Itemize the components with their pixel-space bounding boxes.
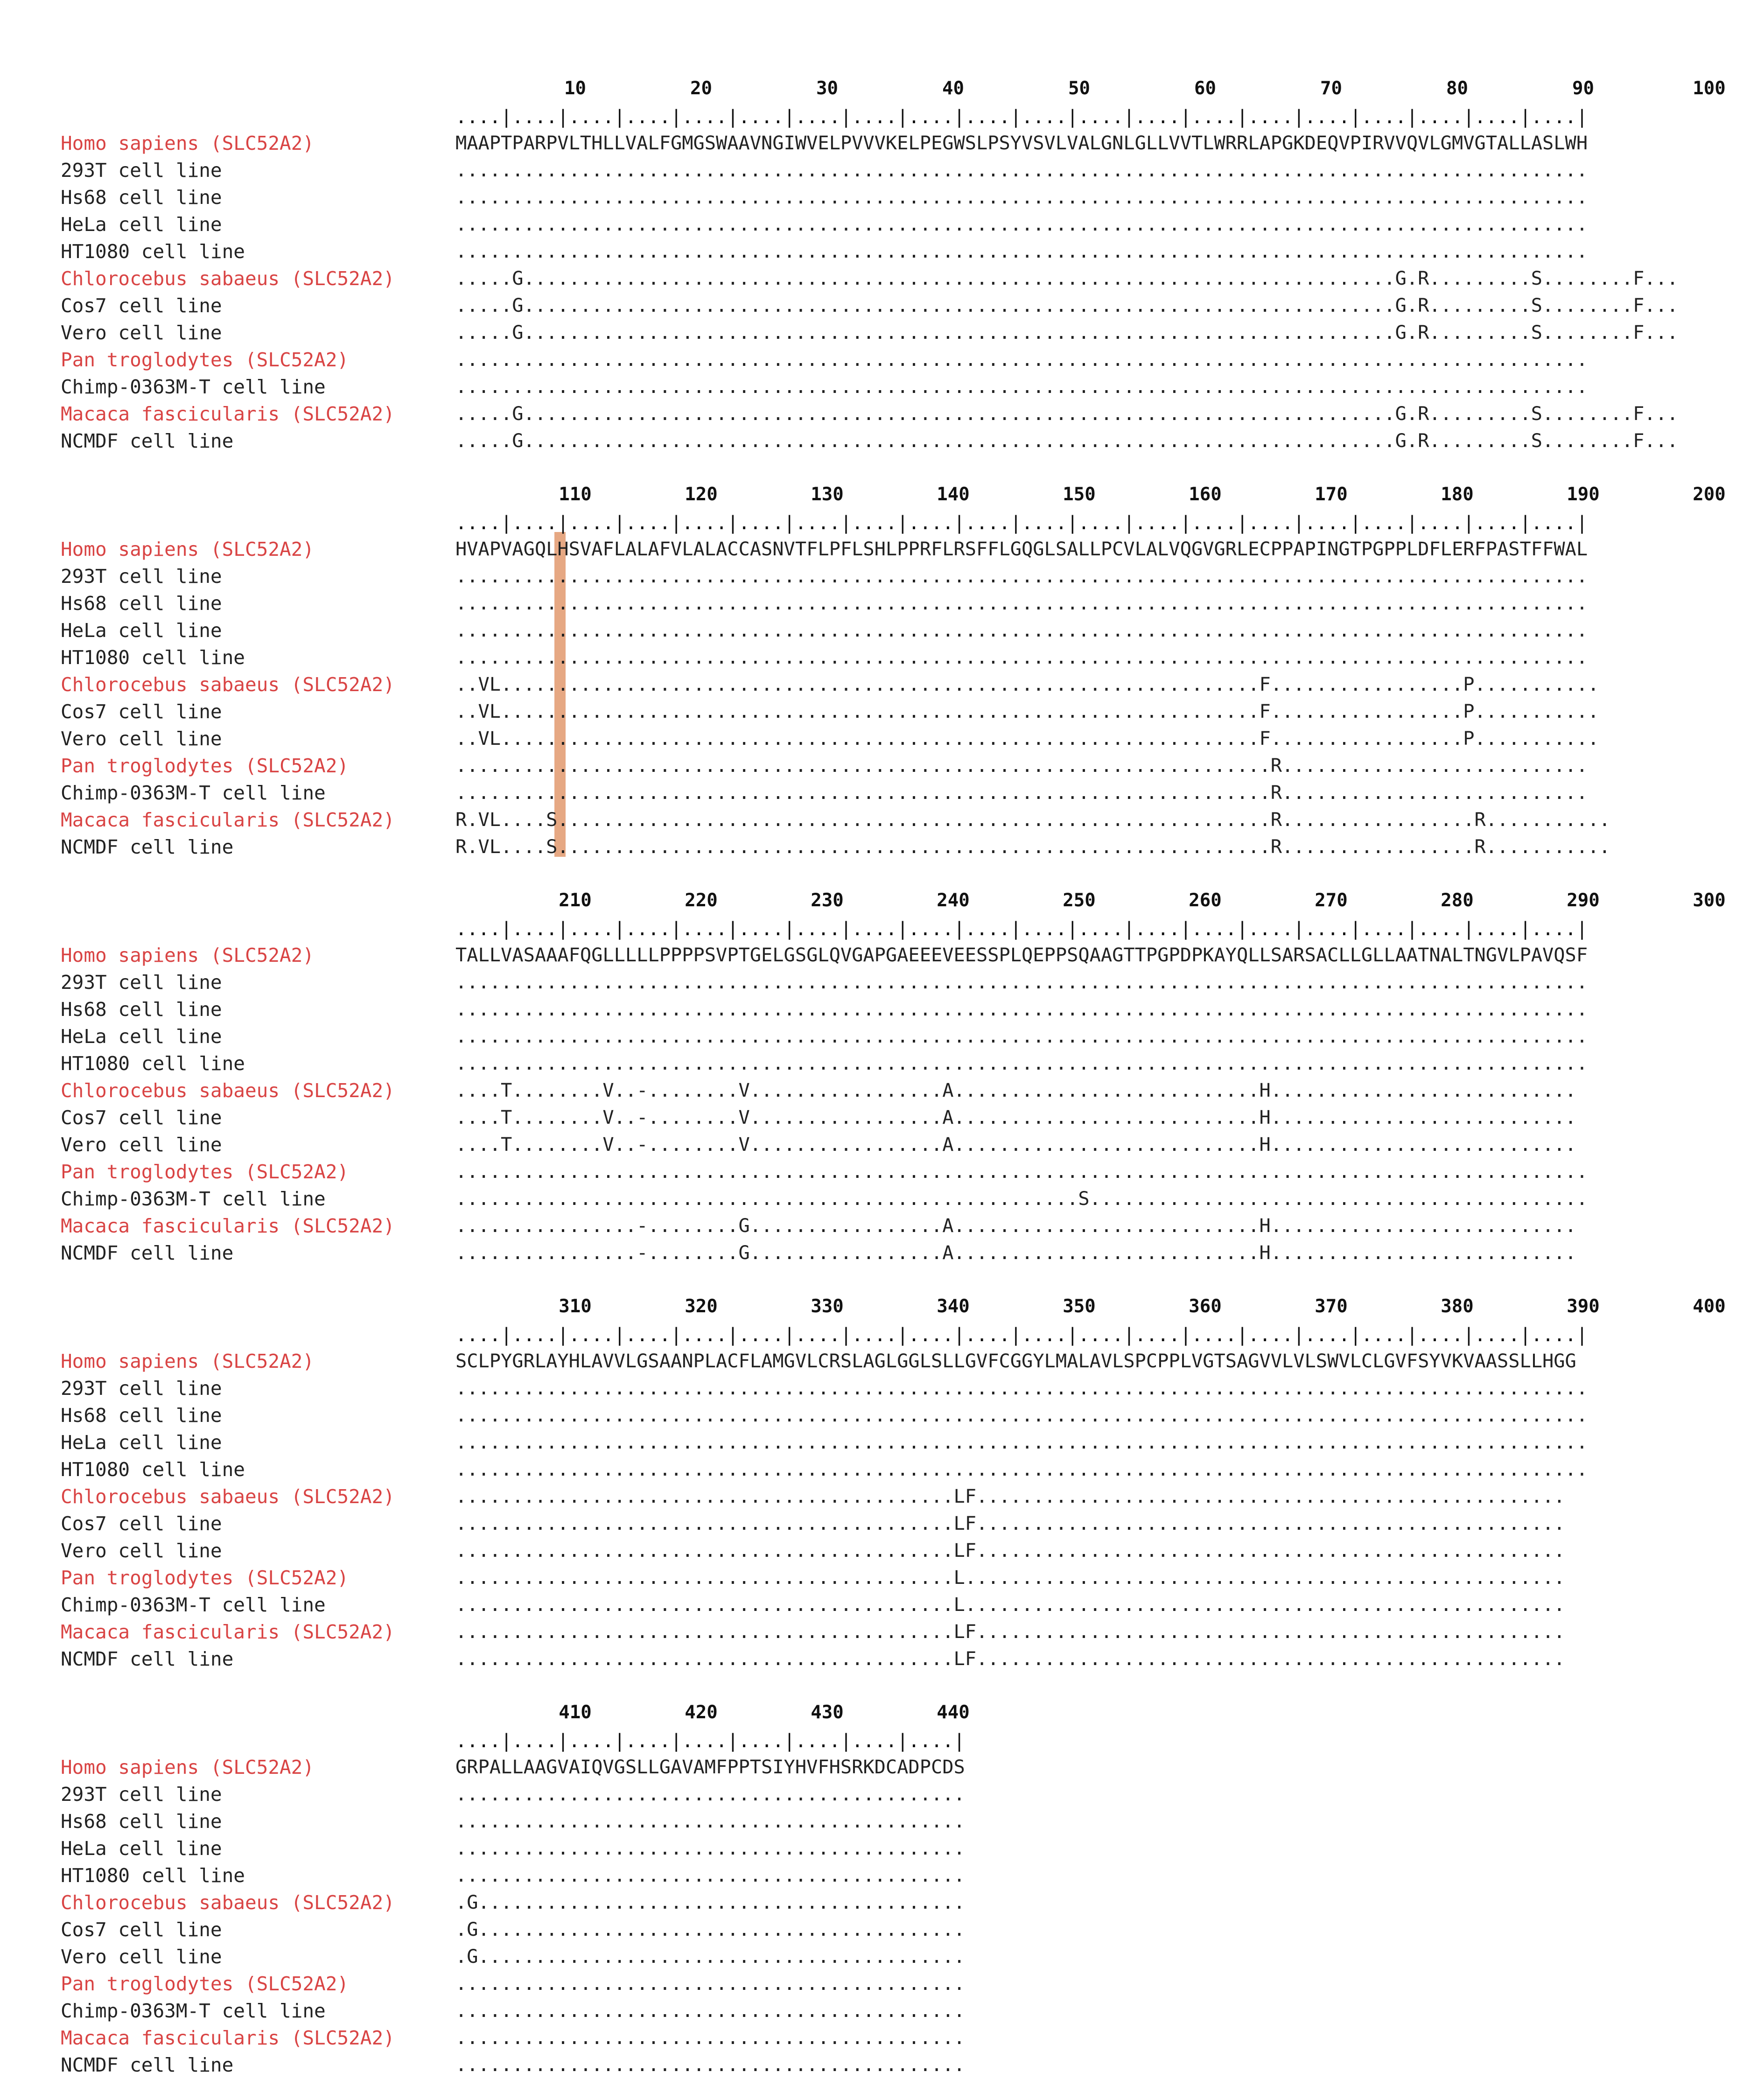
ruler-tick-number: 130 [811,484,844,505]
sequence-row: .................................................................................................... [455,1431,1588,1453]
row-label: Pan troglodytes (SLC52A2) [61,755,349,777]
sequence-row: R.VL....S...............................................................R.................R........... [455,809,1610,831]
sequence-row: ............................................L..................................................... [455,1567,1565,1589]
row-label: Hs68 cell line [61,1810,222,1833]
row-label: Macaca fascicularis (SLC52A2) [61,403,395,425]
sequence-row: ..VL...................................................................F.................P........... [455,700,1599,722]
ruler-tick-number: 420 [685,1702,718,1723]
ruler-tick-number: 230 [811,890,844,911]
sequence-row: .................................................................................................... [455,349,1588,371]
ruler-tick-number: 180 [1441,484,1474,505]
ruler-tick-number: 300 [1693,890,1726,911]
sequence-row: ....T........V..-........V.................A...........................H........................... [455,1079,1576,1101]
sequence-row: .................................................................................................... [455,213,1588,235]
ruler-tick-number: 120 [685,484,718,505]
row-label: NCMDF cell line [61,1242,234,1264]
ruler-tick-number: 10 [564,78,586,99]
sequence-row: GRPALLAAGVAIQVGSLLGAVAMFPPTSIYHVFHSRKDCADPCDS [455,1756,965,1778]
row-label: 293T cell line [61,159,222,182]
ruler-tick-number: 350 [1063,1296,1096,1317]
sequence-row: .................................................................................................... [455,998,1588,1020]
ruler-tick-number: 20 [690,78,712,99]
sequence-row: R.VL....S...............................................................R.................R........... [455,836,1610,858]
row-label: Macaca fascicularis (SLC52A2) [61,809,395,831]
row-label: HT1080 cell line [61,646,245,669]
row-label: Chimp-0363M-T cell line [61,376,326,398]
sequence-row: .G........................................... [455,1918,965,1940]
ruler-tick-number: 210 [559,890,592,911]
sequence-row: .................................................................................................... [455,619,1588,641]
ruler-tick-number: 390 [1567,1296,1600,1317]
ruler-tick-number: 280 [1441,890,1474,911]
row-label: Chimp-0363M-T cell line [61,782,326,804]
sequence-row: .................................................................................................... [455,565,1588,587]
ruler-tick-number: 410 [559,1702,592,1723]
sequence-row: .G........................................... [455,1891,965,1913]
row-label: Chlorocebus sabaeus (SLC52A2) [61,673,395,696]
ruler-tick-number: 110 [559,484,592,505]
sequence-row: TALLVASAAAFQGLLLLLPPPPSVPTGELGSGLQVGAPGAEEEVEESSPLQEPPSQAAGTTPGPDPKAYQLLSARSACLLGLLAATNALTNGVLPAVQSF [455,944,1588,966]
row-label: Chlorocebus sabaeus (SLC52A2) [61,1485,395,1508]
sequence-row: ............................................LF.................................................... [455,1540,1565,1561]
sequence-row: HVAPVAGQLHSVAFLALAFVLALACCASNVTFLPFLSHLPPRFLRSFFLGQGLSALLPCVLALVQGVGRLECPPAPINGTPGPPLDFLERFPASTFFWAL [455,538,1588,560]
ruler-tick-number: 380 [1441,1296,1474,1317]
ruler-tick-number: 360 [1189,1296,1222,1317]
sequence-row: .................................................................................................... [455,592,1588,614]
ruler-scale: ....|....|....|....|....|....|....|....|....|....|....|....|....|....|....|....|....|....|....|....| [455,106,1588,128]
sequence-row: ............................................LF.................................................... [455,1621,1565,1643]
sequence-row: ................-........G.................A...........................H........................... [455,1242,1576,1264]
row-label: Macaca fascicularis (SLC52A2) [61,2027,395,2049]
row-label: 293T cell line [61,565,222,588]
row-label: HT1080 cell line [61,1458,245,1481]
sequence-row: ............................................. [455,2000,965,2022]
row-label: Vero cell line [61,1946,222,1968]
sequence-row: .................................................................................................... [455,159,1588,181]
row-label: HT1080 cell line [61,1864,245,1887]
sequence-row: .......................................................S............................................ [455,1188,1588,1210]
ruler-tick-number: 50 [1068,78,1090,99]
ruler-tick-number: 340 [937,1296,970,1317]
ruler-tick-number: 140 [937,484,970,505]
sequence-row: .................................................................................................... [455,971,1588,993]
ruler-tick-number: 430 [811,1702,844,1723]
sequence-row: ............................................. [455,2027,965,2049]
sequence-row: .................................................................................................... [455,1404,1588,1426]
sequence-row: ....T........V..-........V.................A...........................H........................... [455,1106,1576,1128]
row-label: Chimp-0363M-T cell line [61,1594,326,1616]
sequence-row: .................................................................................................... [455,646,1588,668]
sequence-row: ........................................................................R........................... [455,755,1588,777]
row-label: Homo sapiens (SLC52A2) [61,1756,315,1778]
sequence-row: ....T........V..-........V.................A...........................H........................... [455,1134,1576,1155]
row-label: NCMDF cell line [61,430,234,452]
sequence-row: .....G.............................................................................G.R.........S........F... [455,430,1679,452]
row-label: 293T cell line [61,1377,222,1400]
ruler-scale: ....|....|....|....|....|....|....|....|....| [455,1730,965,1752]
ruler-tick-number: 170 [1315,484,1348,505]
row-label: Vero cell line [61,1540,222,1562]
ruler-tick-number: 290 [1567,890,1600,911]
row-label: HeLa cell line [61,619,222,642]
ruler-tick-number: 100 [1693,78,1726,99]
sequence-row: .................................................................................................... [455,1377,1588,1399]
ruler-tick-number: 30 [816,78,838,99]
sequence-row: .G........................................... [455,1946,965,1967]
ruler-tick-number: 60 [1194,78,1216,99]
row-label: Cos7 cell line [61,1918,222,1941]
row-label: Macaca fascicularis (SLC52A2) [61,1621,395,1643]
sequence-row: ................-........G.................A...........................H........................... [455,1215,1576,1237]
row-label: Vero cell line [61,322,222,344]
ruler-tick-number: 70 [1320,78,1342,99]
sequence-row: ..VL...................................................................F.................P........... [455,728,1599,749]
ruler-tick-number: 310 [559,1296,592,1317]
ruler-scale: ....|....|....|....|....|....|....|....|....|....|....|....|....|....|....|....|....|....|....|....| [455,918,1588,940]
ruler-scale: ....|....|....|....|....|....|....|....|....|....|....|....|....|....|....|....|....|....|....|....| [455,1324,1588,1346]
sequence-row: ............................................. [455,1864,965,1886]
row-label: HT1080 cell line [61,1052,245,1075]
ruler-tick-number: 400 [1693,1296,1726,1317]
sequence-row: .................................................................................................... [455,186,1588,208]
ruler-tick-number: 40 [942,78,964,99]
ruler-tick-number: 160 [1189,484,1222,505]
sequence-row: SCLPYGRLAYHLAVVLGSAANPLACFLAMGVLCRSLAGLGGLSLLGVFCGGYLMALAVLSPCPPLVGTSAGVVLVLSWVLCLGVFSYVKVAASSLLHGG [455,1350,1576,1372]
row-label: Pan troglodytes (SLC52A2) [61,1567,349,1589]
row-label: Hs68 cell line [61,1404,222,1427]
sequence-row: .....G.............................................................................G.R.........S........F... [455,322,1679,343]
ruler-tick-number: 200 [1693,484,1726,505]
row-label: NCMDF cell line [61,1648,234,1670]
ruler-tick-number: 260 [1189,890,1222,911]
row-label: Chlorocebus sabaeus (SLC52A2) [61,1891,395,1914]
ruler-tick-number: 370 [1315,1296,1348,1317]
sequence-row: ............................................LF.................................................... [455,1485,1565,1507]
row-label: Chlorocebus sabaeus (SLC52A2) [61,1079,395,1102]
row-label: Homo sapiens (SLC52A2) [61,1350,315,1372]
sequence-row: .................................................................................................... [455,376,1588,398]
sequence-row: ............................................LF.................................................... [455,1648,1565,1670]
ruler-tick-number: 220 [685,890,718,911]
row-label: NCMDF cell line [61,836,234,858]
ruler-tick-number: 240 [937,890,970,911]
row-label: Cos7 cell line [61,1512,222,1535]
row-label: 293T cell line [61,1783,222,1806]
row-label: Vero cell line [61,1134,222,1156]
sequence-row: MAAPTPARPVLTHLLVALFGMGSWAAVNGIWVELPVVVKELPEGWSLPSYVSVLVALGNLGLLVVTLWRRLAPGKDEQVPIRVVQVLGMVGTALLASLWH [455,132,1588,154]
row-label: HeLa cell line [61,1431,222,1454]
row-label: Pan troglodytes (SLC52A2) [61,1161,349,1183]
ruler-tick-number: 440 [937,1702,970,1723]
row-label: 293T cell line [61,971,222,994]
row-label: Macaca fascicularis (SLC52A2) [61,1215,395,1237]
row-label: HeLa cell line [61,1025,222,1048]
row-label: Cos7 cell line [61,294,222,317]
row-label: Pan troglodytes (SLC52A2) [61,1973,349,1995]
sequence-row: ..VL...................................................................F.................P........... [455,673,1599,695]
ruler-tick-number: 330 [811,1296,844,1317]
row-label: Chimp-0363M-T cell line [61,2000,326,2022]
row-label: HeLa cell line [61,213,222,236]
sequence-row: .................................................................................................... [455,1161,1588,1183]
row-label: Hs68 cell line [61,998,222,1021]
row-label: HeLa cell line [61,1837,222,1860]
ruler-tick-number: 90 [1572,78,1594,99]
row-label: Homo sapiens (SLC52A2) [61,538,315,560]
ruler-tick-number: 250 [1063,890,1096,911]
ruler-tick-number: 190 [1567,484,1600,505]
row-label: Pan troglodytes (SLC52A2) [61,349,349,371]
row-label: Chlorocebus sabaeus (SLC52A2) [61,267,395,290]
ruler-tick-number: 320 [685,1296,718,1317]
row-label: HT1080 cell line [61,240,245,263]
sequence-row: ........................................................................R........................... [455,782,1588,804]
row-label: Hs68 cell line [61,592,222,615]
sequence-row: .................................................................................................... [455,1458,1588,1480]
row-label: Hs68 cell line [61,186,222,209]
ruler-scale: ....|....|....|....|....|....|....|....|....|....|....|....|....|....|....|....|....|....|....|....| [455,512,1588,534]
row-label: NCMDF cell line [61,2054,234,2076]
sequence-row: ............................................L..................................................... [455,1594,1565,1616]
row-label: Homo sapiens (SLC52A2) [61,944,315,966]
ruler-tick-number: 270 [1315,890,1348,911]
ruler-tick-number: 150 [1063,484,1096,505]
sequence-row: .................................................................................................... [455,240,1588,262]
sequence-row: ............................................. [455,1973,965,1995]
sequence-row: .................................................................................................... [455,1025,1588,1047]
sequence-row: .....G.............................................................................G.R.........S........F... [455,294,1679,316]
row-label: Cos7 cell line [61,1106,222,1129]
sequence-row: .................................................................................................... [455,1052,1588,1074]
row-label: Cos7 cell line [61,700,222,723]
sequence-row: ............................................. [455,1783,965,1805]
row-label: Vero cell line [61,728,222,750]
sequence-row: ............................................. [455,2054,965,2076]
sequence-row: .....G.............................................................................G.R.........S........F... [455,267,1679,289]
sequence-row: ............................................. [455,1810,965,1832]
ruler-tick-number: 80 [1446,78,1468,99]
sequence-row: ............................................LF.................................................... [455,1512,1565,1534]
sequence-row: ............................................. [455,1837,965,1859]
sequence-row: .....G.............................................................................G.R.........S........F... [455,403,1679,425]
row-label: Homo sapiens (SLC52A2) [61,132,315,154]
row-label: Chimp-0363M-T cell line [61,1188,326,1210]
